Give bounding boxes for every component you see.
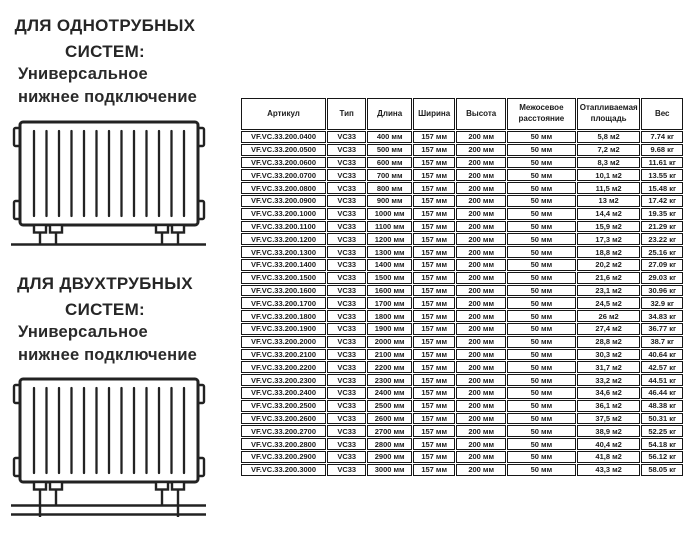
table-cell: VF.VC.33.200.0700 <box>241 169 326 181</box>
table-cell: VC33 <box>327 144 366 156</box>
table-cell: 2600 мм <box>367 413 412 425</box>
table-cell: VC33 <box>327 323 366 335</box>
table-cell: 50 мм <box>507 285 576 297</box>
table-cell: 500 мм <box>367 144 412 156</box>
table-cell: VC33 <box>327 233 366 245</box>
table-cell: 200 мм <box>456 400 506 412</box>
table-cell: 36,1 м2 <box>577 400 641 412</box>
radiator-diagram-single-pipe-icon <box>10 117 210 249</box>
table-cell: 157 мм <box>413 144 455 156</box>
table-cell: 200 мм <box>456 425 506 437</box>
table-cell: 50 мм <box>507 246 576 258</box>
table-cell: 157 мм <box>413 195 455 207</box>
table-cell: 157 мм <box>413 387 455 399</box>
table-cell: 157 мм <box>413 208 455 220</box>
single-pipe-subheading <box>18 63 222 110</box>
two-pipe-heading-line1: ДЛЯ ДВУХТРУБНЫХ <box>17 274 193 293</box>
table-cell: 157 мм <box>413 131 455 143</box>
table-cell: VF.VC.33.200.1900 <box>241 323 326 335</box>
table-row <box>241 451 683 463</box>
table-cell: VF.VC.33.200.0500 <box>241 144 326 156</box>
table-cell: 157 мм <box>413 400 455 412</box>
table-cell: 23.22 кг <box>641 233 683 245</box>
table-cell: 11.61 кг <box>641 157 683 169</box>
table-row <box>241 259 683 271</box>
table-cell: 43,3 м2 <box>577 464 641 476</box>
table-cell: 200 мм <box>456 182 506 194</box>
table-cell: 2100 мм <box>367 349 412 361</box>
table-cell: VF.VC.33.200.1800 <box>241 310 326 322</box>
table-cell: 32.9 кг <box>641 297 683 309</box>
table-row <box>241 464 683 476</box>
table-cell: VC33 <box>327 464 366 476</box>
table-cell: 200 мм <box>456 387 506 399</box>
table-row <box>241 131 683 143</box>
two-pipe-subheading-line2: нижнее подключение <box>18 346 198 365</box>
table-cell: 157 мм <box>413 310 455 322</box>
table-cell: VC33 <box>327 336 366 348</box>
table-cell: 200 мм <box>456 336 506 348</box>
table-cell: 21.29 кг <box>641 221 683 233</box>
table-cell: VF.VC.33.200.1500 <box>241 272 326 284</box>
table-cell: 157 мм <box>413 233 455 245</box>
table-cell: 50 мм <box>507 413 576 425</box>
table-cell: 50 мм <box>507 374 576 386</box>
table-cell: 44.51 кг <box>641 374 683 386</box>
table-row <box>241 169 683 181</box>
table-cell: 157 мм <box>413 464 455 476</box>
table-cell: VF.VC.33.200.0800 <box>241 182 326 194</box>
table-cell: 400 мм <box>367 131 412 143</box>
table-cell: 42.57 кг <box>641 361 683 373</box>
table-row <box>241 387 683 399</box>
table-cell: 157 мм <box>413 425 455 437</box>
table-cell: 1000 мм <box>367 208 412 220</box>
table-cell: VC33 <box>327 221 366 233</box>
table-cell: 1800 мм <box>367 310 412 322</box>
table-cell: VF.VC.33.200.1400 <box>241 259 326 271</box>
table-cell: 30.96 кг <box>641 285 683 297</box>
table-row <box>241 425 683 437</box>
table-cell: 50 мм <box>507 323 576 335</box>
table-cell: 17,3 м2 <box>577 233 641 245</box>
table-cell: 20,2 м2 <box>577 259 641 271</box>
table-cell: 50 мм <box>507 259 576 271</box>
table-cell: 27,4 м2 <box>577 323 641 335</box>
table-cell: 200 мм <box>456 221 506 233</box>
table-row <box>241 349 683 361</box>
two-pipe-heading-line2: СИСТЕМ: <box>65 299 145 319</box>
table-cell: 1200 мм <box>367 233 412 245</box>
table-cell: 200 мм <box>456 208 506 220</box>
table-row <box>241 182 683 194</box>
table-row <box>241 233 683 245</box>
spec-table <box>240 97 684 477</box>
table-cell: VF.VC.33.200.2100 <box>241 349 326 361</box>
single-pipe-subheading-line1: Универсальное <box>18 65 148 83</box>
table-cell: 157 мм <box>413 361 455 373</box>
table-cell: VF.VC.33.200.1000 <box>241 208 326 220</box>
table-cell: 37,5 м2 <box>577 413 641 425</box>
table-cell: 200 мм <box>456 349 506 361</box>
table-cell: 56.12 кг <box>641 451 683 463</box>
column-header: Межосевое расстояние <box>507 98 576 130</box>
table-cell: VC33 <box>327 285 366 297</box>
two-pipe-subheading-line1: Универсальное <box>18 323 148 341</box>
table-cell: 38,9 м2 <box>577 425 641 437</box>
table-cell: 50 мм <box>507 131 576 143</box>
table-cell: VC33 <box>327 400 366 412</box>
table-row <box>241 361 683 373</box>
table-cell: 15,9 м2 <box>577 221 641 233</box>
column-header: Ширина <box>413 98 455 130</box>
table-cell: 200 мм <box>456 374 506 386</box>
table-cell: 50 мм <box>507 400 576 412</box>
table-cell: 38.7 кг <box>641 336 683 348</box>
table-cell: 157 мм <box>413 336 455 348</box>
table-cell: VC33 <box>327 310 366 322</box>
table-cell: 5,8 м2 <box>577 131 641 143</box>
table-cell: 50 мм <box>507 182 576 194</box>
table-cell: 157 мм <box>413 413 455 425</box>
table-cell: 157 мм <box>413 374 455 386</box>
table-cell: 3000 мм <box>367 464 412 476</box>
table-cell: 200 мм <box>456 297 506 309</box>
table-cell: 40.64 кг <box>641 349 683 361</box>
column-header: Артикул <box>241 98 326 130</box>
table-cell: 50 мм <box>507 272 576 284</box>
table-cell: VC33 <box>327 131 366 143</box>
table-row <box>241 246 683 258</box>
table-cell: 50 мм <box>507 336 576 348</box>
table-cell: 15.48 кг <box>641 182 683 194</box>
table-cell: 157 мм <box>413 259 455 271</box>
table-cell: VF.VC.33.200.2300 <box>241 374 326 386</box>
table-cell: VC33 <box>327 246 366 258</box>
table-cell: 17.42 кг <box>641 195 683 207</box>
table-cell: 2400 мм <box>367 387 412 399</box>
table-cell: 2000 мм <box>367 336 412 348</box>
table-cell: 200 мм <box>456 323 506 335</box>
table-cell: 33,2 м2 <box>577 374 641 386</box>
table-cell: VF.VC.33.200.1300 <box>241 246 326 258</box>
table-cell: 50 мм <box>507 157 576 169</box>
table-row <box>241 336 683 348</box>
table-cell: 157 мм <box>413 323 455 335</box>
table-cell: 2900 мм <box>367 451 412 463</box>
table-cell: 50 мм <box>507 451 576 463</box>
column-header: Отапливаемая площадь <box>577 98 641 130</box>
table-cell: VC33 <box>327 195 366 207</box>
table-cell: 700 мм <box>367 169 412 181</box>
table-cell: 50 мм <box>507 387 576 399</box>
table-row <box>241 438 683 450</box>
table-cell: VF.VC.33.200.3000 <box>241 464 326 476</box>
table-cell: 13 м2 <box>577 195 641 207</box>
table-cell: 50.31 кг <box>641 413 683 425</box>
table-cell: 50 мм <box>507 233 576 245</box>
table-cell: 1600 мм <box>367 285 412 297</box>
table-cell: VF.VC.33.200.2700 <box>241 425 326 437</box>
table-cell: VC33 <box>327 272 366 284</box>
table-cell: VF.VC.33.200.2500 <box>241 400 326 412</box>
table-cell: 50 мм <box>507 195 576 207</box>
table-cell: VC33 <box>327 208 366 220</box>
table-row <box>241 157 683 169</box>
table-cell: 9.68 кг <box>641 144 683 156</box>
table-cell: VC33 <box>327 297 366 309</box>
table-cell: 200 мм <box>456 464 506 476</box>
table-cell: 30,3 м2 <box>577 349 641 361</box>
column-header: Длина <box>367 98 412 130</box>
table-cell: 34.83 кг <box>641 310 683 322</box>
table-cell: 1900 мм <box>367 323 412 335</box>
table-cell: 157 мм <box>413 272 455 284</box>
table-cell: 200 мм <box>456 169 506 181</box>
table-cell: 10,1 м2 <box>577 169 641 181</box>
table-cell: 200 мм <box>456 259 506 271</box>
table-cell: 50 мм <box>507 349 576 361</box>
table-cell: 200 мм <box>456 285 506 297</box>
column-header: Тип <box>327 98 366 130</box>
table-cell: 2800 мм <box>367 438 412 450</box>
table-cell: VC33 <box>327 182 366 194</box>
table-cell: VC33 <box>327 451 366 463</box>
table-cell: VF.VC.33.200.2000 <box>241 336 326 348</box>
table-cell: VF.VC.33.200.2200 <box>241 361 326 373</box>
table-cell: 1100 мм <box>367 221 412 233</box>
table-cell: 200 мм <box>456 131 506 143</box>
table-cell: 50 мм <box>507 297 576 309</box>
table-row <box>241 323 683 335</box>
table-cell: 8,3 м2 <box>577 157 641 169</box>
table-cell: 50 мм <box>507 208 576 220</box>
table-cell: 50 мм <box>507 221 576 233</box>
single-pipe-heading-line1: ДЛЯ ОДНОТРУБНЫХ <box>14 16 196 35</box>
table-cell: 600 мм <box>367 157 412 169</box>
table-cell: 2700 мм <box>367 425 412 437</box>
table-cell: 157 мм <box>413 169 455 181</box>
table-cell: 200 мм <box>456 361 506 373</box>
table-cell: 200 мм <box>456 451 506 463</box>
table-cell: VF.VC.33.200.0900 <box>241 195 326 207</box>
table-row <box>241 297 683 309</box>
table-cell: 200 мм <box>456 157 506 169</box>
table-cell: 28,8 м2 <box>577 336 641 348</box>
table-cell: 23,1 м2 <box>577 285 641 297</box>
table-cell: 29.03 кг <box>641 272 683 284</box>
table-cell: 25.16 кг <box>641 246 683 258</box>
table-cell: 157 мм <box>413 451 455 463</box>
table-cell: 1300 мм <box>367 246 412 258</box>
table-cell: VF.VC.33.200.2800 <box>241 438 326 450</box>
table-cell: 31,7 м2 <box>577 361 641 373</box>
table-cell: 26 м2 <box>577 310 641 322</box>
table-cell: 13.55 кг <box>641 169 683 181</box>
table-cell: 21,6 м2 <box>577 272 641 284</box>
table-cell: 157 мм <box>413 221 455 233</box>
spec-table-wrap <box>240 97 685 477</box>
table-cell: 157 мм <box>413 349 455 361</box>
table-cell: VC33 <box>327 169 366 181</box>
left-panel <box>10 0 222 535</box>
table-cell: VF.VC.33.200.1600 <box>241 285 326 297</box>
table-cell: 200 мм <box>456 144 506 156</box>
table-cell: 157 мм <box>413 246 455 258</box>
column-header: Вес <box>641 98 683 130</box>
table-cell: 46.44 кг <box>641 387 683 399</box>
table-cell: 52.25 кг <box>641 425 683 437</box>
table-cell: VF.VC.33.200.0400 <box>241 131 326 143</box>
column-header: Высота <box>456 98 506 130</box>
table-cell: VC33 <box>327 259 366 271</box>
table-row <box>241 221 683 233</box>
table-cell: 50 мм <box>507 425 576 437</box>
table-cell: 14,4 м2 <box>577 208 641 220</box>
table-cell: VC33 <box>327 374 366 386</box>
table-cell: 900 мм <box>367 195 412 207</box>
table-row <box>241 195 683 207</box>
table-row <box>241 208 683 220</box>
table-cell: 11,5 м2 <box>577 182 641 194</box>
table-cell: 19.35 кг <box>641 208 683 220</box>
table-cell: VC33 <box>327 349 366 361</box>
table-row <box>241 413 683 425</box>
table-row <box>241 310 683 322</box>
table-row <box>241 374 683 386</box>
table-cell: VF.VC.33.200.1200 <box>241 233 326 245</box>
table-cell: 1400 мм <box>367 259 412 271</box>
table-cell: 157 мм <box>413 182 455 194</box>
table-cell: 1700 мм <box>367 297 412 309</box>
table-cell: VC33 <box>327 425 366 437</box>
two-pipe-subheading <box>18 321 222 368</box>
table-cell: VC33 <box>327 387 366 399</box>
table-cell: 200 мм <box>456 413 506 425</box>
table-cell: 2500 мм <box>367 400 412 412</box>
table-cell: 157 мм <box>413 297 455 309</box>
table-cell: 200 мм <box>456 310 506 322</box>
radiator-diagram-two-pipe-icon <box>10 377 210 519</box>
table-cell: 200 мм <box>456 195 506 207</box>
single-pipe-subheading-line2: нижнее подключение <box>18 88 198 107</box>
table-cell: 157 мм <box>413 438 455 450</box>
table-cell: VF.VC.33.200.2900 <box>241 451 326 463</box>
table-cell: VC33 <box>327 413 366 425</box>
table-cell: VC33 <box>327 438 366 450</box>
table-cell: 24,5 м2 <box>577 297 641 309</box>
table-cell: 50 мм <box>507 464 576 476</box>
table-cell: VF.VC.33.200.0600 <box>241 157 326 169</box>
table-cell: 157 мм <box>413 157 455 169</box>
header-row <box>241 98 683 130</box>
table-cell: 1500 мм <box>367 272 412 284</box>
table-cell: 27.09 кг <box>641 259 683 271</box>
table-cell: VC33 <box>327 361 366 373</box>
table-cell: 50 мм <box>507 169 576 181</box>
table-cell: VF.VC.33.200.2600 <box>241 413 326 425</box>
single-pipe-heading-line2: СИСТЕМ: <box>65 41 145 61</box>
table-cell: 48.38 кг <box>641 400 683 412</box>
table-cell: VC33 <box>327 157 366 169</box>
table-cell: 200 мм <box>456 272 506 284</box>
single-pipe-heading <box>10 13 200 64</box>
table-cell: 40,4 м2 <box>577 438 641 450</box>
two-pipe-heading <box>10 271 200 322</box>
table-cell: 34,6 м2 <box>577 387 641 399</box>
table-cell: 50 мм <box>507 144 576 156</box>
table-cell: VF.VC.33.200.1100 <box>241 221 326 233</box>
table-cell: 2300 мм <box>367 374 412 386</box>
table-cell: 7,2 м2 <box>577 144 641 156</box>
table-cell: 200 мм <box>456 233 506 245</box>
table-cell: 2200 мм <box>367 361 412 373</box>
table-cell: 50 мм <box>507 310 576 322</box>
table-cell: 800 мм <box>367 182 412 194</box>
table-cell: VF.VC.33.200.2400 <box>241 387 326 399</box>
table-cell: 58.05 кг <box>641 464 683 476</box>
table-cell: 157 мм <box>413 285 455 297</box>
table-cell: 41,8 м2 <box>577 451 641 463</box>
table-cell: 18,8 м2 <box>577 246 641 258</box>
table-cell: 200 мм <box>456 438 506 450</box>
table-row <box>241 272 683 284</box>
table-cell: 200 мм <box>456 246 506 258</box>
table-cell: 50 мм <box>507 361 576 373</box>
table-cell: 54.18 кг <box>641 438 683 450</box>
table-cell: 36.77 кг <box>641 323 683 335</box>
table-cell: 7.74 кг <box>641 131 683 143</box>
table-row <box>241 400 683 412</box>
table-cell: VF.VC.33.200.1700 <box>241 297 326 309</box>
table-cell: 50 мм <box>507 438 576 450</box>
table-row <box>241 144 683 156</box>
table-row <box>241 285 683 297</box>
